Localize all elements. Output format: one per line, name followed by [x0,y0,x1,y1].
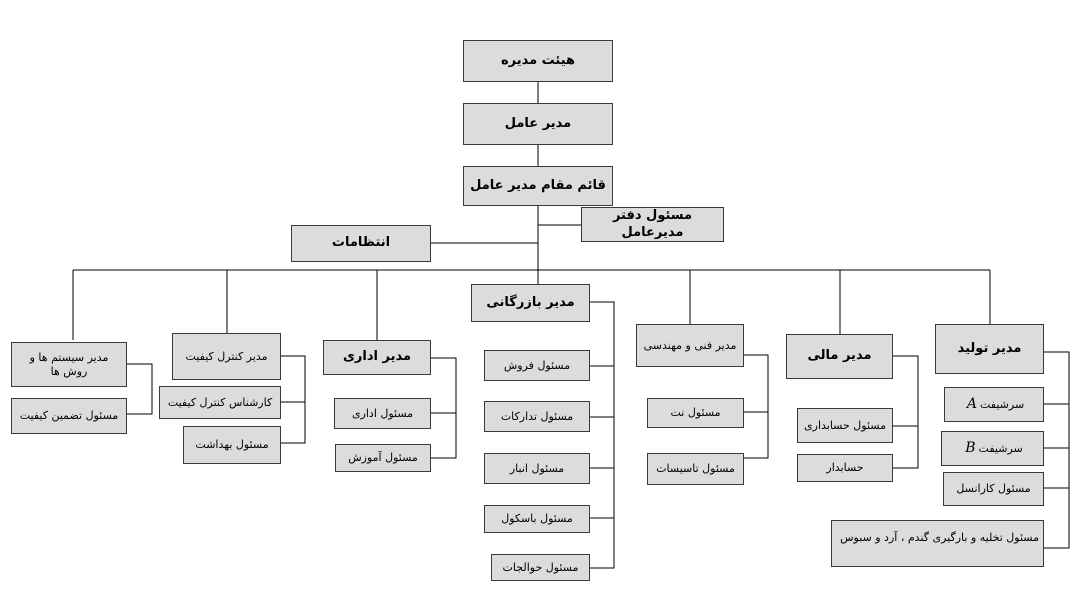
commercial-manager-box: مدیر بازرگانی [471,284,590,322]
loading-officer-box: مسئول تخلیه و بارگیری گندم ، آرد و سبوس [831,520,1044,567]
remittance-officer-box: مسئول حوالجات [491,554,590,581]
admin-manager-box: مدیر اداری [323,340,431,375]
finance-manager-box: مدیر مالی [786,334,893,379]
procurement-officer-box: مسئول تدارکات [484,401,590,432]
shift-a-label: سرشیفت [979,397,1025,411]
hygiene-officer-box: مسئول بهداشت [183,426,281,464]
warehouse-officer-box: مسئول انبار [484,453,590,484]
security-box: انتظامات [291,225,431,262]
ceo-box: مدیر عامل [463,103,613,145]
shift-b-label: سرشیفت [978,441,1023,455]
accounting-officer-box: مسئول حسابداری [797,408,893,443]
training-officer-box: مسئول آموزش [335,444,431,472]
deputy-ceo-box: قائم مقام مدیر عامل [463,166,613,206]
shift-b-letter: B [965,439,976,456]
quality-assurance-officer-box: مسئول تضمین کیفیت [11,398,127,434]
quality-manager-box: مدیر کنترل کیفیت [172,333,281,380]
facilities-officer-box: مسئول تاسیسات [647,453,744,485]
admin-officer-box: مسئول اداری [334,398,431,429]
sales-officer-box: مسئول فروش [484,350,590,381]
technical-manager-box: مدیر فنی و مهندسی [636,324,744,367]
shift-b-box [941,431,1044,466]
shift-a-box [944,387,1044,422]
shift-a-letter: A [966,395,977,412]
quality-expert-box: کارشناس کنترل کیفیت [159,386,281,419]
board-box: هیئت مدیره [463,40,613,82]
weighbridge-officer-box: مسئول باسکول [484,505,590,533]
ceo-office-box: مسئول دفتر مدیرعامل [581,207,724,242]
accountant-box: حسابدار [797,454,893,482]
production-manager-box: مدیر تولید [935,324,1044,374]
maintenance-officer-box: مسئول نت [647,398,744,428]
karansel-officer-box: مسئول کارانسل [943,472,1044,506]
systems-manager-box: مدیر سیستم ها و روش ها [11,342,127,387]
